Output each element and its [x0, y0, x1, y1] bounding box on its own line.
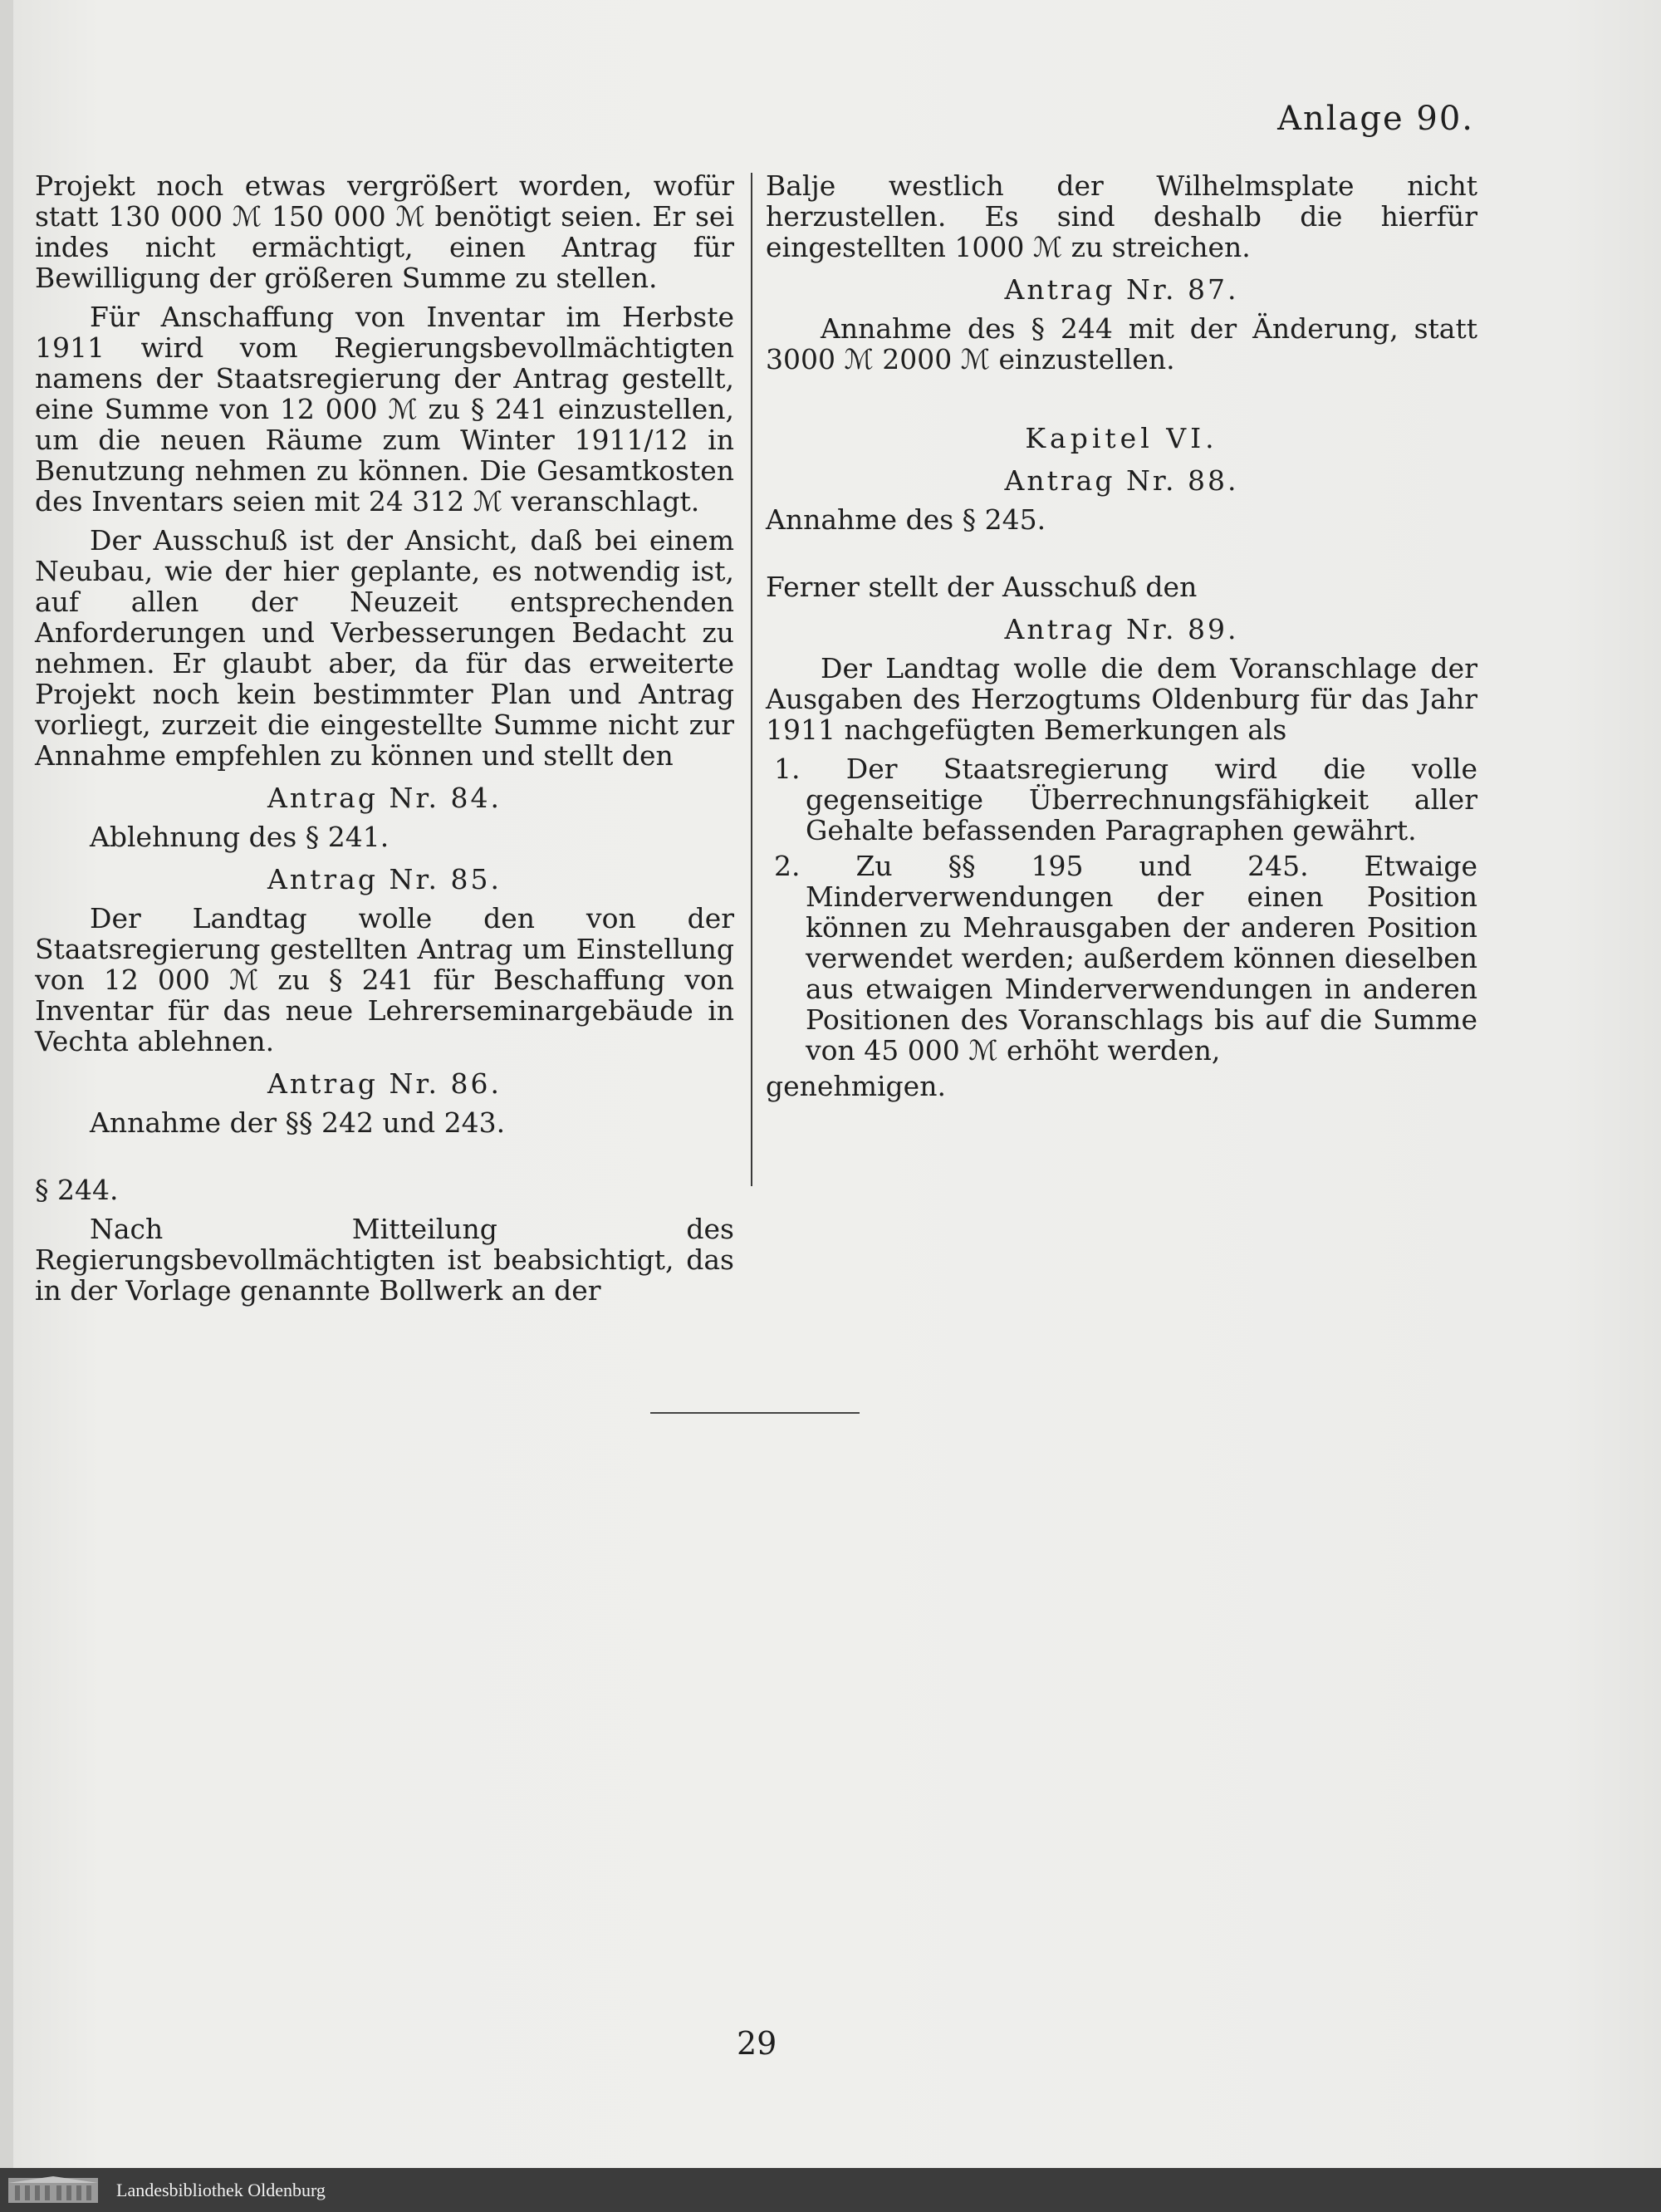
left-column — [35, 170, 734, 1314]
page-edge — [0, 0, 13, 2168]
paragraph: Balje westlich der Wilhelmsplate nicht herzustellen. Es sind deshalb die hierfür eingestellten 1000 ℳ zu streichen. — [766, 169, 1477, 263]
page-header: Anlage 90. — [1277, 100, 1474, 138]
end-rule — [650, 1412, 860, 1414]
antrag-text: Annahme des § 245. — [766, 503, 1046, 536]
paragraph: genehmigen. — [766, 1070, 946, 1102]
antrag-text: Annahme des § 244 mit der Änderung, statt 3000 ℳ 2000 ℳ einzustellen. — [766, 312, 1477, 375]
page-number: 29 — [737, 2025, 777, 2062]
list-item: 2. Zu §§ 195 und 245. Etwaige Minderverwendungen der einen Position können zu Mehrausgaben der anderen Position verwendet werden; außerdem können dieselben aus etwaigen Minderverwendungen in anderen Positionen des Voranschlags bis auf die Summe von 45 000 ℳ erhöht werden, — [774, 850, 1477, 1067]
paragraph: Projekt noch etwas vergrößert worden, wofür statt 130 000 ℳ 150 000 ℳ benötigt seien. Er sei indes nicht ermächtigt, einen Antrag für Bewilligung der größeren Summe zu stellen. — [35, 169, 734, 294]
antrag-heading: Antrag Nr. 84. — [267, 782, 502, 814]
list-item: 1. Der Staatsregierung wird die volle gegenseitige Überrechnungsfähigkeit aller Gehalte befassenden Paragraphen gewährt. — [774, 753, 1477, 846]
paragraph: Für Anschaffung von Inventar im Herbste 1911 wird vom Regierungsbevollmächtigten namens der Staatsregierung der Antrag gestellt, eine Summe von 12 000 ℳ zu § 241 einzustellen, um die neuen Räume zum Winter 1911/12 in Benutzung nehmen zu können. Die Gesamtkosten des Inventars seien mit 24 312 ℳ veranschlagt. — [35, 301, 734, 517]
column-divider — [751, 173, 752, 1186]
antrag-heading: Antrag Nr. 86. — [267, 1067, 502, 1100]
antrag-text: Ablehnung des § 241. — [90, 821, 390, 853]
antrag-heading: Antrag Nr. 85. — [267, 863, 502, 895]
antrag-text: Annahme der §§ 242 und 243. — [90, 1106, 506, 1139]
antrag-heading: Antrag Nr. 87. — [1004, 273, 1239, 306]
library-footer — [0, 2168, 1661, 2212]
antrag-heading: Antrag Nr. 89. — [1004, 613, 1239, 645]
paragraph: Der Ausschuß ist der Ansicht, daß bei einem Neubau, wie der hier geplante, es notwendig ist, auf allen der Neuzeit entsprechenden Anforderungen und Verbesserungen Bedacht zu nehmen. Er glaubt aber, da für das erweiterte Projekt noch kein bestimmter Plan und Antrag vorliegt, zurzeit die eingestellte Summe nicht zur Annahme empfehlen zu können und stellt den — [35, 524, 734, 772]
paragraph: Nach Mitteilung des Regierungsbevollmächtigten ist beabsichtigt, das in der Vorlage genannte Bollwerk an der — [35, 1213, 734, 1307]
library-building-icon — [7, 2175, 100, 2205]
chapter-heading: Kapitel VI. — [1025, 422, 1218, 454]
paragraph: Ferner stellt der Ausschuß den — [766, 571, 1198, 603]
section-heading: § 244. — [35, 1174, 119, 1206]
library-name: Landesbibliothek Oldenburg — [116, 2180, 326, 2200]
antrag-text: Der Landtag wolle den von der Staatsregierung gestellten Antrag um Einstellung von 12 000 ℳ zu § 241 für Beschaffung von Inventar für das neue Lehrerseminargebäude in Vechta ablehnen. — [35, 902, 734, 1057]
right-column — [766, 170, 1477, 1110]
antrag-text: Der Landtag wolle die dem Voranschlage der Ausgaben des Herzogtums Oldenburg für das Jahr 1911 nachgefügten Bemerkungen als — [766, 652, 1477, 746]
antrag-heading: Antrag Nr. 88. — [1004, 464, 1239, 497]
